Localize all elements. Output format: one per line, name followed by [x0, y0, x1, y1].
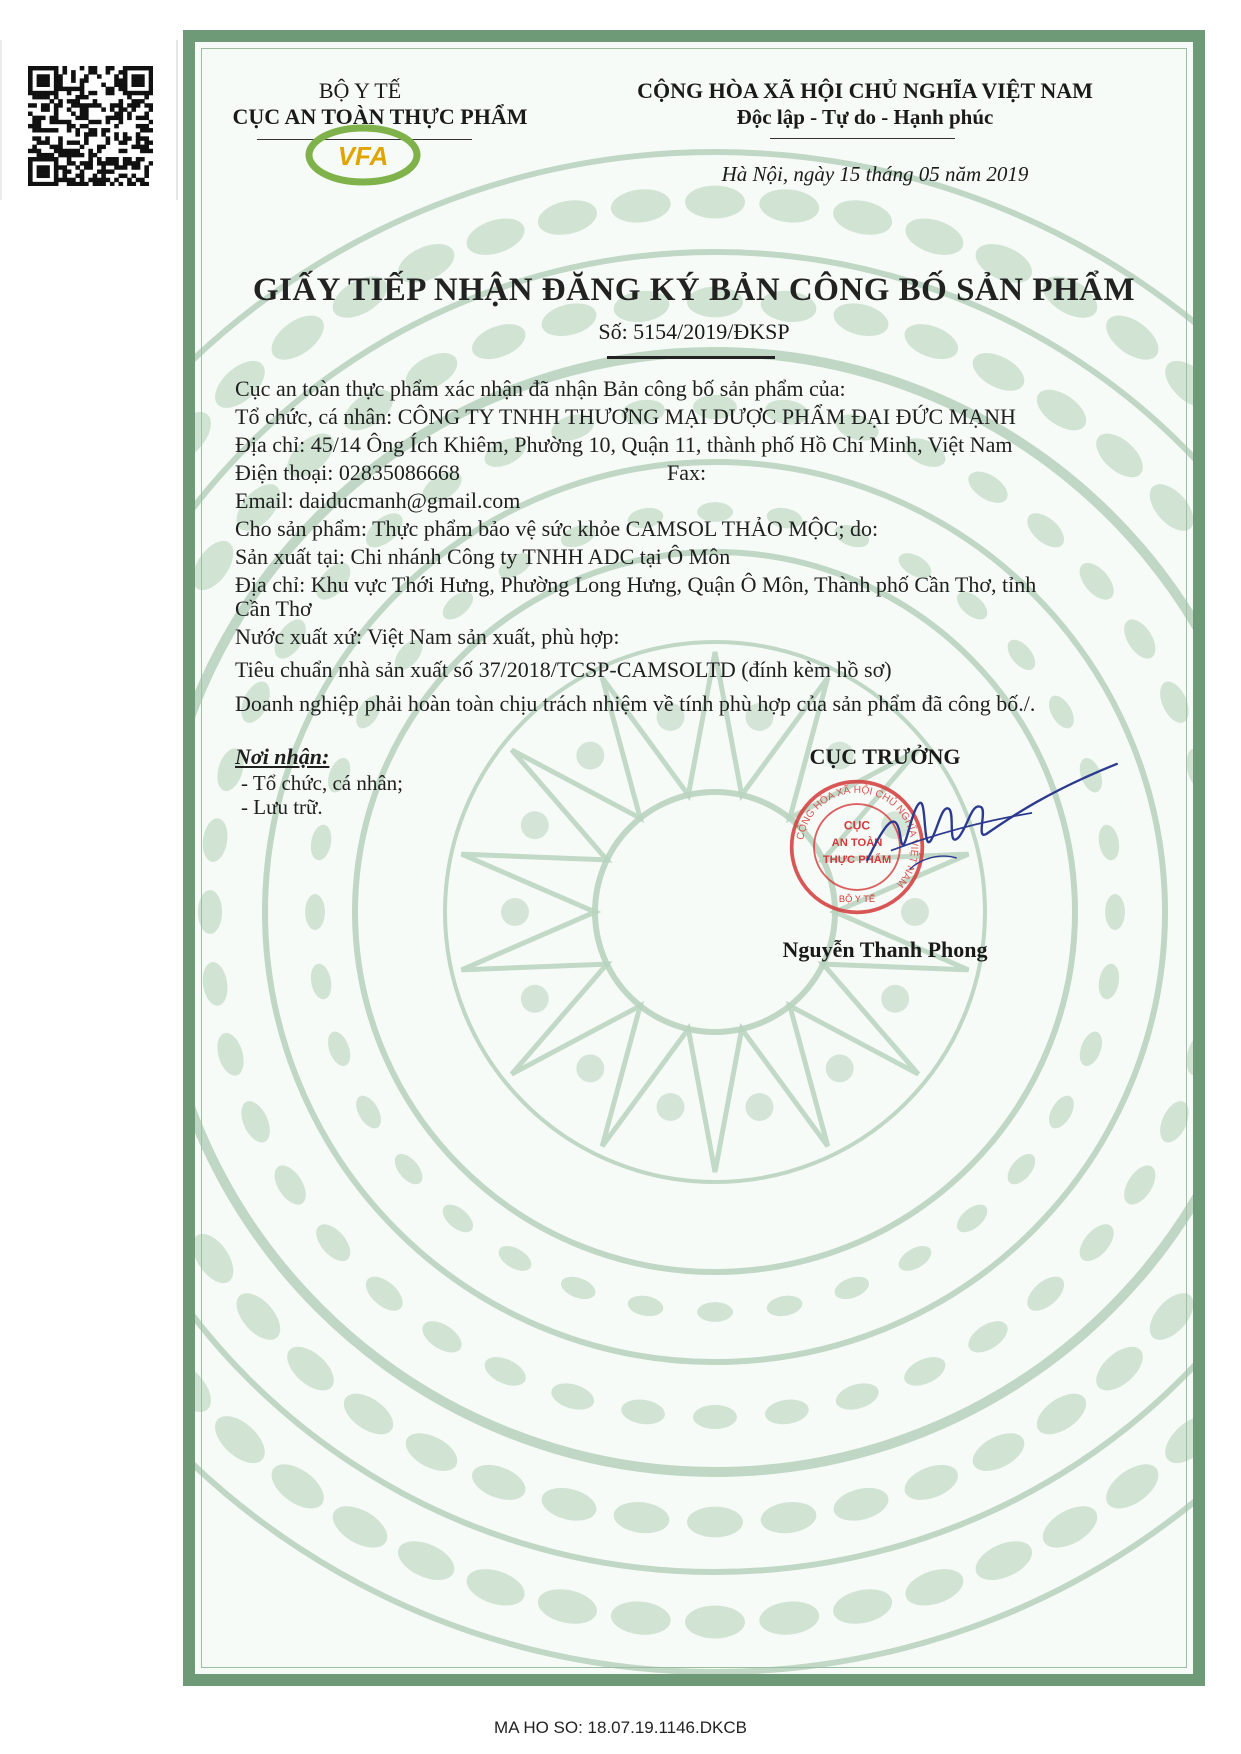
agency-name: CỤC AN TOÀN THỰC PHẨM — [232, 104, 528, 129]
document-number: Số: 5154/2019/ĐKSP — [598, 319, 790, 344]
signer-position: CỤC TRƯỞNG — [809, 744, 961, 769]
phone-line: Điện thoại: 02835086668 — [235, 460, 460, 485]
responsibility-line: Doanh nghiệp phải hoàn toàn chịu trách nhiệm về tính phù hợp của sản phẩm đã công bố./. — [235, 691, 1036, 716]
product-line: Cho sản phẩm: Thực phẩm bảo vệ sức khỏe CAMSOL THẢO MỘC; do: — [235, 516, 879, 541]
recipient-item: - Lưu trữ. — [241, 795, 323, 819]
mfg-address-line-2: Cần Thơ — [235, 596, 312, 621]
email-line: Email: daiducmanh@gmail.com — [235, 488, 521, 513]
place-date: Hà Nội, ngày 15 tháng 05 năm 2019 — [721, 162, 1029, 186]
manufacturer-line: Sản xuất tại: Chi nhánh Công ty TNHH ADC tại Ô Môn — [235, 544, 731, 569]
stamp-text: AN TOÀN — [831, 837, 883, 850]
signer-name: Nguyễn Thanh Phong — [782, 937, 988, 962]
handwritten-signature — [835, 747, 1135, 907]
document-title: GIẤY TIẾP NHẬN ĐĂNG KÝ BẢN CÔNG BỐ SẢN PHẨM — [252, 272, 1136, 308]
standard-line: Tiêu chuẩn nhà sản xuất số 37/2018/TCSP-CAMSOLTD (đính kèm hồ sơ) — [235, 657, 892, 682]
header-right-rule — [770, 138, 955, 139]
national-motto: Độc lập - Tự do - Hạnh phúc — [736, 105, 994, 129]
page-edge-line — [0, 40, 2, 200]
stamp-ring-text: CỘNG HÒA XÃ HỘI CHỦ NGHĨA VIỆT NAM — [795, 784, 920, 890]
recipient-item: - Tổ chức, cá nhân; — [241, 771, 404, 795]
fax-line: Fax: — [667, 460, 707, 485]
intro-line: Cục an toàn thực phẩm xác nhận đã nhận Bản công bố sản phẩm của: — [235, 376, 846, 401]
stamp-text: CỤC — [843, 818, 871, 833]
ministry-name: BỘ Y TẾ — [318, 78, 402, 103]
stamp-text: THỰC PHẨM — [822, 853, 892, 866]
qr-code — [28, 66, 153, 186]
recipients-heading: Nơi nhận: — [235, 744, 330, 769]
title-rule — [607, 356, 775, 359]
stamp-text: BỘ Y TẾ — [838, 894, 876, 905]
vfa-logo — [303, 124, 423, 186]
address-line: Địa chỉ: 45/14 Ông Ích Khiêm, Phường 10, Quận 11, thành phố Hồ Chí Minh, Việt Nam — [235, 432, 1013, 457]
certificate — [183, 30, 1205, 1686]
origin-line: Nước xuất xứ: Việt Nam sản xuất, phù hợp: — [235, 624, 620, 649]
mfg-address-line: Địa chỉ: Khu vực Thới Hưng, Phường Long Hưng, Quận Ô Môn, Thành phố Cần Thơ, tỉnh — [235, 572, 1037, 597]
country-name: CỘNG HÒA XÃ HỘI CHỦ NGHĨA VIỆT NAM — [637, 78, 1093, 103]
dossier-code: MA HO SO: 18.07.19.1146.DKCB — [494, 1718, 747, 1737]
logo-text: VFA — [337, 141, 389, 171]
page-edge-line — [176, 40, 178, 200]
organization-line: Tổ chức, cá nhân: CÔNG TY TNHH THƯƠNG MẠI DƯỢC PHẨM ĐẠI ĐỨC MẠNH — [235, 404, 1016, 429]
